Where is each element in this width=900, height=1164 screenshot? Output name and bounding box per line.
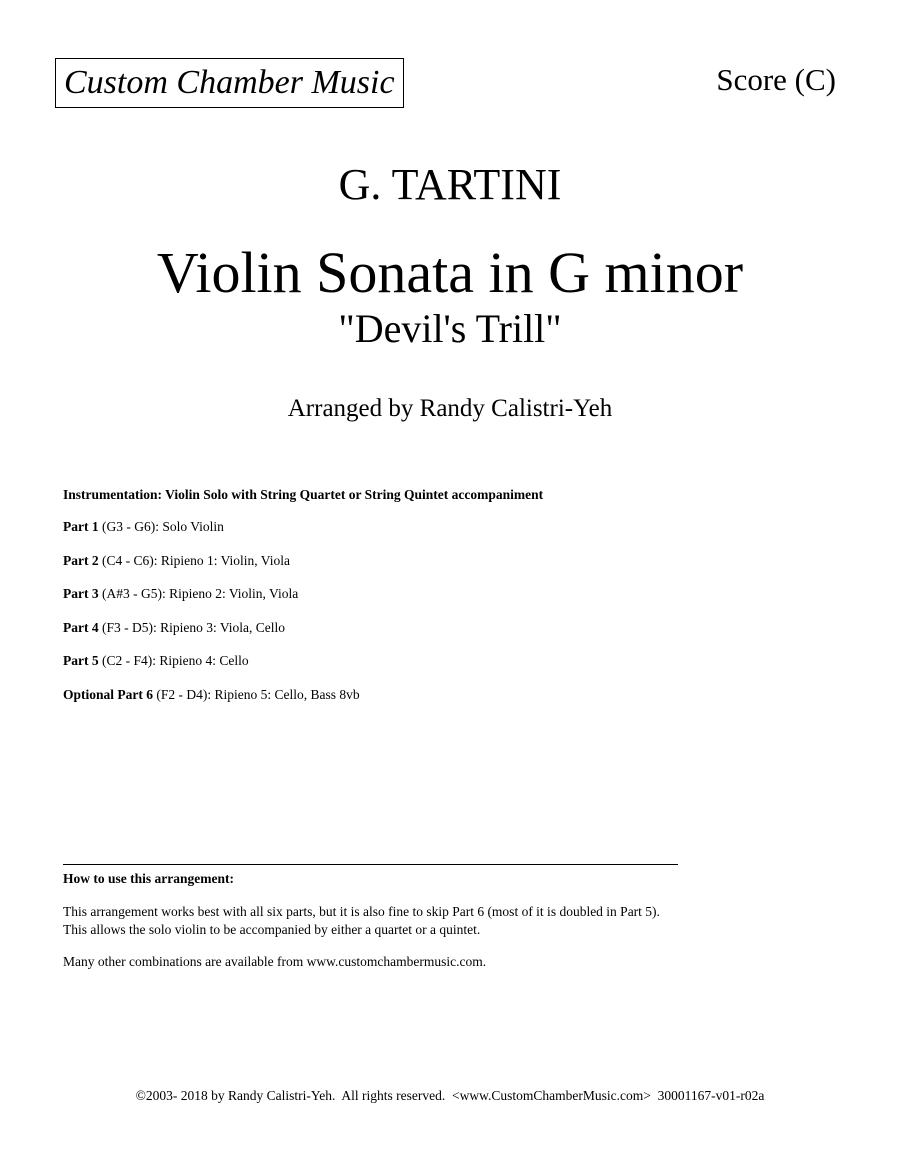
part-detail: (C4 - C6): Ripieno 1: Violin, Viola bbox=[98, 552, 290, 568]
page-title: Violin Sonata in G minor bbox=[156, 240, 744, 305]
part-label: Part 5 bbox=[63, 653, 99, 669]
howto-line-1: This arrangement works best with all six parts, but it is also fine to skip Part 6 (most of it is doubled in Part 5). bbox=[63, 904, 660, 919]
howto-heading: How to use this arrangement: bbox=[63, 871, 234, 886]
part-item bbox=[63, 552, 360, 586]
part-detail: (G3 - G6): Solo Violin bbox=[98, 519, 224, 534]
part-label: Part 3 bbox=[63, 586, 99, 602]
howto-line-2: This allows the solo violin to be accompanied by either a quartet or a quintet. bbox=[63, 922, 481, 937]
score-label: Score (C) bbox=[716, 62, 836, 97]
arranger-credit: Arranged by Randy Calistri-Yeh bbox=[287, 395, 613, 422]
part-label: Part 2 bbox=[63, 552, 99, 568]
part-label: Optional Part 6 bbox=[63, 686, 153, 702]
part-item bbox=[63, 585, 360, 619]
part-item bbox=[63, 518, 360, 552]
composer-name: G. TARTINI bbox=[338, 160, 562, 209]
publisher-logo bbox=[55, 58, 404, 108]
howto-more: Many other combinations are available from www.customchambermusic.com. bbox=[63, 954, 487, 969]
part-detail: (F2 - D4): Ripieno 5: Cello, Bass 8vb bbox=[153, 686, 360, 702]
instrumentation-line: Instrumentation: Violin Solo with String Quartet or String Quintet accompaniment bbox=[63, 487, 544, 502]
page-subtitle: "Devil's Trill" bbox=[338, 306, 562, 351]
section-divider bbox=[63, 864, 678, 865]
howto-text bbox=[63, 903, 660, 939]
part-item bbox=[63, 652, 360, 686]
part-item bbox=[63, 619, 360, 653]
part-detail: (F3 - D5): Ripieno 3: Viola, Cello bbox=[98, 619, 286, 635]
copyright-footer: ©2003- 2018 by Randy Calistri-Yeh. All rights reserved. <www.CustomChamberMusic.com> 30001167-v01-r02a bbox=[135, 1088, 765, 1103]
part-label: Part 4 bbox=[63, 619, 99, 635]
part-detail: (A#3 - G5): Ripieno 2: Violin, Viola bbox=[98, 586, 299, 602]
parts-list bbox=[63, 518, 360, 720]
part-item bbox=[63, 686, 360, 720]
part-label: Part 1 bbox=[63, 519, 99, 534]
part-detail: (C2 - F4): Ripieno 4: Cello bbox=[98, 653, 249, 669]
publisher-logo-text: Custom Chamber Music bbox=[64, 64, 395, 101]
